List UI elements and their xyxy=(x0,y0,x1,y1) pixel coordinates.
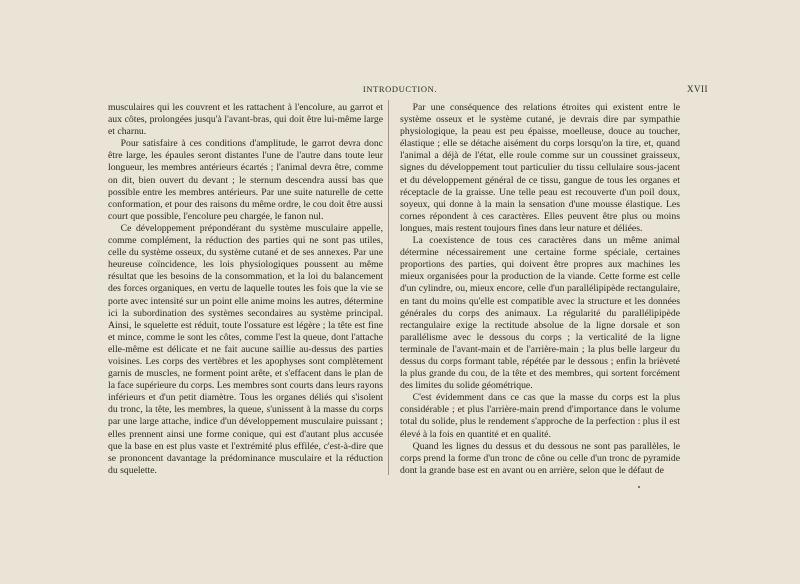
paragraph: Pour satisfaire à ces conditions d'amplitude, le garrot devra donc être large, les épaules seront distantes l'une de l'autre dans toute leur longueur, les membres antérieurs écartés ; l'animal devra être, comme on dit, bien ouvert du devant ; le sternum descendra aussi bas que possible entre les membres antérieurs. Par une suite naturelle de cette conformation, et pour des raisons du même ordre, le cou doit être aussi court que possible, l'encolure peu chargée, le fanon nul. xyxy=(108,138,383,222)
paper-speck xyxy=(638,486,640,488)
column-divider xyxy=(388,100,389,475)
paragraph: C'est évidemment dans ce cas que la masse du corps est la plus considérable ; et plus l'arrière-main prend d'importance dans le volume total du solide, plus le rendement s'approche de la perfection : plus il est élevé à la fois en quantité et en qualité. xyxy=(400,392,680,440)
running-header xyxy=(0,84,800,96)
paragraph: Ce développement prépondérant du système musculaire appelle, comme complément, la réduction des parties qui ne sont pas utiles, celle du système osseux, du système cutané et de ses annexes. Par une heureuse coïncidence, les lois physiologiques poussent au même résultat que les besoins de la consommation, et la loi du balancement des forces organiques, en vertu de laquelle toutes les fois que la vie se porte avec intensité sur un point elle anime moins les autres, détermine ici la subordination des systèmes secondaires au système principal. Ainsi, le squelette est réduit, toute l'ossature est légère ; la tête est fine et mince, comme le sont les côtes, comme l'est la queue, dont l'attache elle-même est délicate et ne fait aucune saillie au-dessus des parties voisines. Les corps des vertèbres et les apophyses sont complètement garnis de muscles, ne forment point arête, et s'effacent dans le plan de la face supérieure du corps. Les membres sont courts dans leurs rayons inférieurs et d'un petit diamètre. Tous les organes déliés qui s'isolent du tronc, la tête, les membres, la queue, s'unissent à la masse du corps par une large attache, indice d'un développement musculaire puissant ; elles prennent ainsi une forme conique, qui est d'autant plus accusée que la base en est plus vaste et l'extrémité plus effilée, c'est-à-dire que se prononcent davantage la prédominance musculaire et la réduction du squelette. xyxy=(108,222,383,476)
page-number: XVII xyxy=(687,84,708,94)
paragraph: musculaires qui les couvrent et les rattachent à l'encolure, au garrot et aux côtes, prolongées jusqu'à l'avant-bras, qui doit être lui-même large et charnu. xyxy=(108,102,383,138)
paragraph: La coexistence de tous ces caractères dans un même animal détermine nécessairement une certaine forme spéciale, certaines proportions des parties, qui doivent être propres aux machines les mieux organisées pour la production de la viande. Cette forme est celle d'un cylindre, ou, mieux encore, celle d'un parallélipipède rectangulaire, en tant du moins qu'elle est compatible avec la structure et les données générales du corps des animaux. La régularité du parallélipipède rectangulaire exige la rectitude absolue de la ligne dorsale et son parallélisme avec le dessous du corps ; la verticalité de la ligne terminale de l'avant-main et de l'arrière-main ; la plus belle largeur du dessus du corps formant table, répétée par le dessous ; enfin la brièveté la plus grande du cou, de la tête et des membres, qui sortent forcément des limites du solide géométrique. xyxy=(400,235,680,392)
left-column xyxy=(108,102,383,477)
paragraph: Quand les lignes du dessus et du dessous ne sont pas parallèles, le corps prend la forme d'un tronc de cône ou celle d'un tronc de pyramide dont la grande base est en avant ou en arrière, selon que le défaut de xyxy=(400,440,680,476)
paragraph: Par une conséquence des relations étroites qui existent entre le système osseux et le système cutané, je devrais dire par sympathie physiologique, la peau est peu épaisse, moelleuse, douce au toucher, élastique ; elle se détache aisément du corps lorsqu'on la tire, et, quand l'animal a déjà de l'état, elle roule comme sur un coussinet graisseux, signes du développement tout particulier du tissu cellulaire sous-jacent et du développement général de ce tissu, gangue de tous les organes et réceptacle de la graisse. Une telle peau est recouverte d'un poil doux, soyeux, qui donne à la main la sensation d'une mousse élastique. Les cornes répondent à ces caractères. Elles peuvent être plus ou moins longues, mais restent toujours fines dans leur nature et déliées. xyxy=(400,102,680,234)
running-title: INTRODUCTION. xyxy=(362,84,438,94)
right-column xyxy=(400,102,680,477)
